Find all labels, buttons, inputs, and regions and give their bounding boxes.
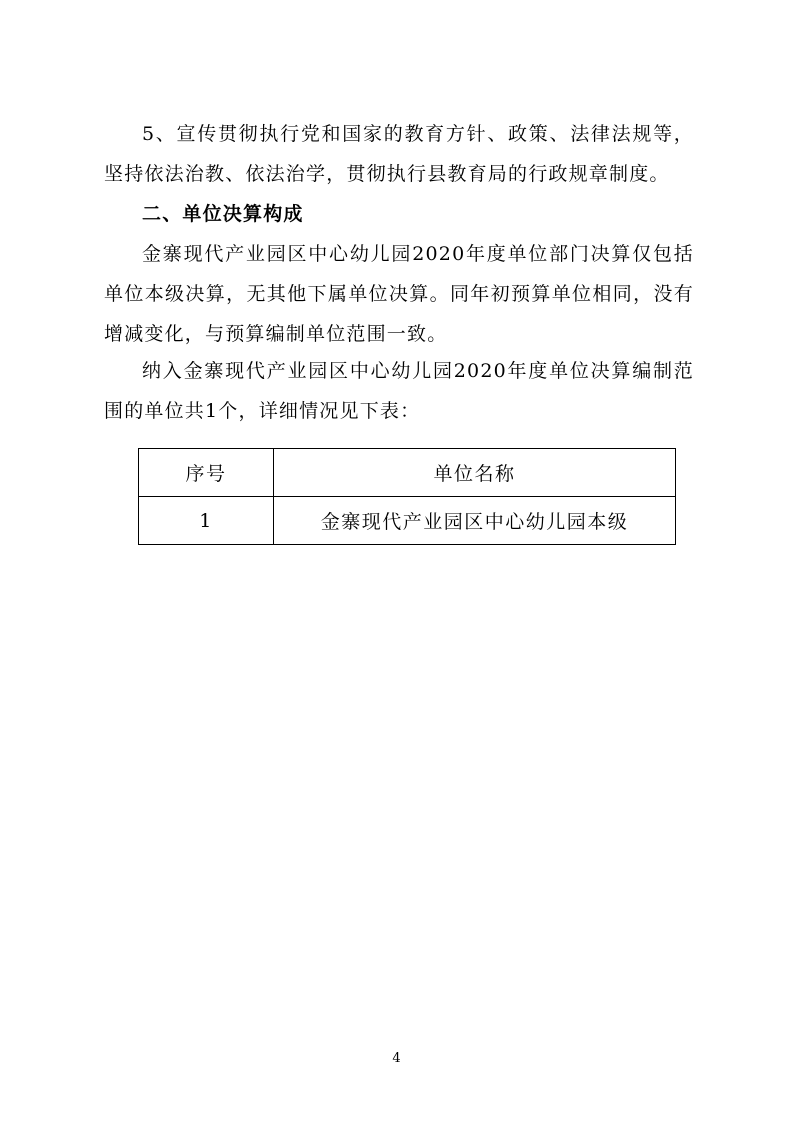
section-heading: 二、单位决算构成 bbox=[142, 203, 304, 225]
cell-unit-name: 金寨现代产业园区中心幼儿园本级 bbox=[274, 497, 676, 545]
paragraph-composition: 金寨现代产业园区中心幼儿园2020年度单位部门决算仅包括单位本级决算，无其他下属单位决算。同年初预算单位相同，没有增减变化，与预算编制单位范围一致。 bbox=[104, 243, 694, 345]
header-unit-name: 单位名称 bbox=[274, 449, 676, 497]
paragraph-scope: 纳入金寨现代产业园区中心幼儿园2020年度单位决算编制范围的单位共1个，详细情况见下表： bbox=[104, 360, 694, 422]
table-row bbox=[139, 497, 676, 545]
table-header-row bbox=[139, 449, 676, 497]
unit-table bbox=[138, 448, 676, 545]
cell-seq: 1 bbox=[139, 497, 274, 545]
header-seq: 序号 bbox=[139, 449, 274, 497]
page-number: 4 bbox=[392, 1051, 401, 1066]
paragraph-item-5: 5、宣传贯彻执行党和国家的教育方针、政策、法律法规等，坚持依法治教、依法治学，贯彻执行县教育局的行政规章制度。 bbox=[104, 123, 694, 185]
